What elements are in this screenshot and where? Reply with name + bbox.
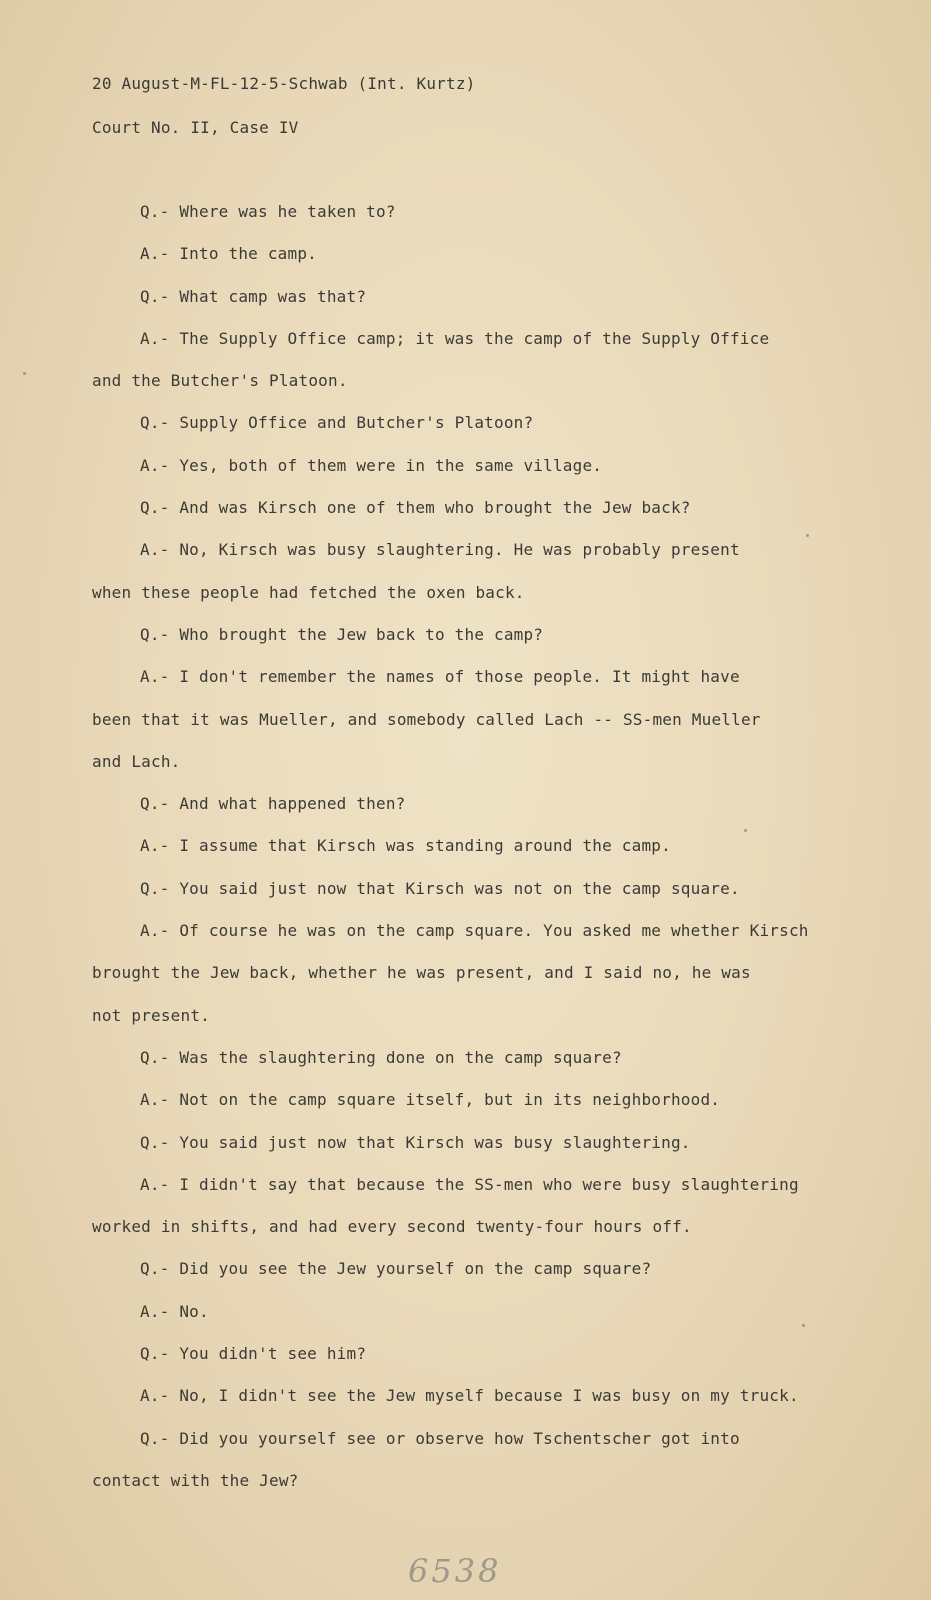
transcript-line-text: Q.- Who brought the Jew back to the camp? bbox=[140, 624, 544, 644]
transcript-line bbox=[0, 794, 931, 836]
transcript-line-text: A.- No, Kirsch was busy slaughtering. He was probably present bbox=[140, 540, 740, 560]
document-header-reference: 20 August-M-FL-12-5-Schwab (Int. Kurtz) bbox=[92, 74, 476, 93]
transcript-line-text: Q.- You didn't see him? bbox=[140, 1344, 367, 1364]
transcript-line-text: brought the Jew back, whether he was present, and I said no, he was bbox=[92, 963, 751, 983]
transcript-line-text: been that it was Mueller, and somebody called Lach -- SS-men Mueller bbox=[92, 709, 761, 729]
transcript-line bbox=[0, 1175, 931, 1217]
transcript-line-text: A.- Yes, both of them were in the same village. bbox=[140, 455, 603, 475]
transcript-line-text: A.- The Supply Office camp; it was the camp of the Supply Office bbox=[140, 328, 770, 348]
transcript-line bbox=[0, 287, 931, 329]
transcript-continuation-line bbox=[0, 1471, 931, 1513]
transcript-line-text: Q.- Was the slaughtering done on the camp square? bbox=[140, 1047, 622, 1067]
transcript-line bbox=[0, 1259, 931, 1301]
transcript-line bbox=[0, 329, 931, 371]
transcript-line-text: Q.- And was Kirsch one of them who brought the Jew back? bbox=[140, 498, 691, 518]
transcript-continuation-line bbox=[0, 963, 931, 1005]
transcript-line bbox=[0, 1344, 931, 1386]
handwritten-page-number: 6538 bbox=[408, 1552, 502, 1590]
transcript-continuation-line bbox=[0, 710, 931, 752]
transcript-line bbox=[0, 413, 931, 455]
transcript-line bbox=[0, 1133, 931, 1175]
transcript-line-text: A.- I don't remember the names of those people. It might have bbox=[140, 667, 740, 687]
transcript-line-text: A.- I didn't say that because the SS-men who were busy slaughtering bbox=[140, 1174, 799, 1194]
transcript-line-text: A.- I assume that Kirsch was standing around the camp. bbox=[140, 836, 671, 856]
transcript-line bbox=[0, 625, 931, 667]
transcript-line bbox=[0, 244, 931, 286]
transcript-line-text: A.- Of course he was on the camp square. You asked me whether Kirsch bbox=[140, 921, 809, 941]
transcript-line bbox=[0, 836, 931, 878]
transcript-line bbox=[0, 1386, 931, 1428]
transcript-continuation-line bbox=[0, 371, 931, 413]
transcript-line-text: and Lach. bbox=[92, 751, 181, 771]
transcript-line-text: and the Butcher's Platoon. bbox=[92, 371, 348, 391]
transcript-line-text: Q.- Did you yourself see or observe how Tschentscher got into bbox=[140, 1428, 740, 1448]
transcript-line bbox=[0, 498, 931, 540]
transcript-line-text: not present. bbox=[92, 1005, 210, 1025]
transcript-line bbox=[0, 667, 931, 709]
document-header-court: Court No. II, Case IV bbox=[92, 118, 299, 137]
transcript-line-text: Q.- You said just now that Kirsch was not on the camp square. bbox=[140, 878, 740, 898]
transcript-line-text: Q.- And what happened then? bbox=[140, 794, 406, 814]
paper-speck bbox=[23, 372, 26, 375]
transcript-body bbox=[0, 202, 931, 1513]
transcript-continuation-line bbox=[0, 752, 931, 794]
transcript-line-text: A.- Not on the camp square itself, but in its neighborhood. bbox=[140, 1090, 721, 1110]
transcript-line-text: A.- No. bbox=[140, 1301, 209, 1321]
transcript-line-text: A.- No, I didn't see the Jew myself because I was busy on my truck. bbox=[140, 1386, 799, 1406]
transcript-line-text: A.- Into the camp. bbox=[140, 244, 317, 264]
transcript-continuation-line bbox=[0, 1006, 931, 1048]
transcript-continuation-line bbox=[0, 583, 931, 625]
transcript-line-text: Q.- What camp was that? bbox=[140, 286, 367, 306]
transcript-line-text: Q.- Supply Office and Butcher's Platoon? bbox=[140, 413, 534, 433]
transcript-line-text: contact with the Jew? bbox=[92, 1470, 299, 1490]
transcript-line-text: when these people had fetched the oxen back. bbox=[92, 582, 525, 602]
transcript-line bbox=[0, 1302, 931, 1344]
transcript-continuation-line bbox=[0, 1217, 931, 1259]
transcript-line-text: Q.- Did you see the Jew yourself on the camp square? bbox=[140, 1259, 652, 1279]
transcript-line bbox=[0, 879, 931, 921]
transcript-line-text: Q.- Where was he taken to? bbox=[140, 202, 396, 221]
transcript-line bbox=[0, 1090, 931, 1132]
paper-speck bbox=[806, 534, 809, 537]
transcript-line-text: worked in shifts, and had every second twenty-four hours off. bbox=[92, 1217, 692, 1237]
transcript-line bbox=[0, 540, 931, 582]
transcript-line bbox=[0, 1429, 931, 1471]
transcript-line bbox=[0, 921, 931, 963]
transcript-line bbox=[0, 1048, 931, 1090]
paper-speck bbox=[744, 829, 747, 832]
paper-speck bbox=[802, 1324, 805, 1327]
transcript-line bbox=[0, 202, 931, 244]
transcript-line-text: Q.- You said just now that Kirsch was busy slaughtering. bbox=[140, 1132, 691, 1152]
transcript-line bbox=[0, 456, 931, 498]
